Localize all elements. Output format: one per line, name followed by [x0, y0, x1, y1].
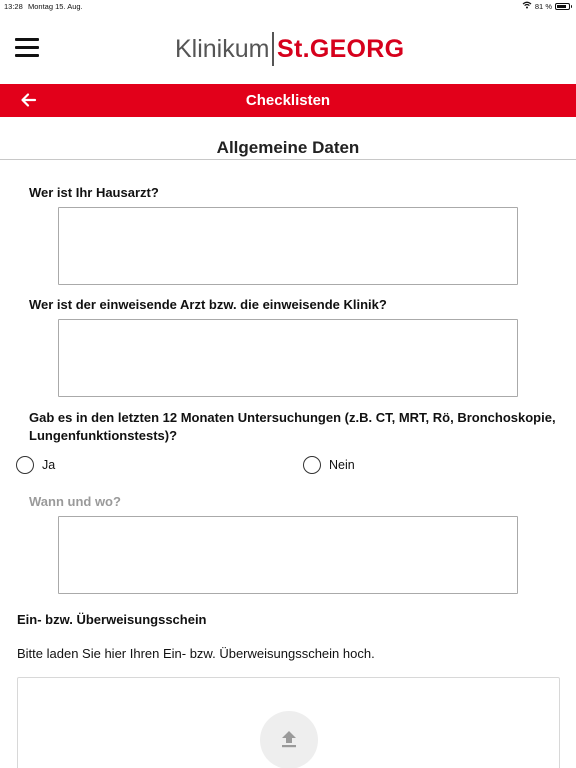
untersuchungen-label: Gab es in den letzten 12 Monaten Untersuchungen (z.B. CT, MRT, Rö, Bronchoskopie, Lungenfunktionstests)?	[29, 410, 556, 443]
einweisender-field[interactable]	[58, 319, 518, 397]
section-divider	[0, 159, 576, 160]
battery-icon	[555, 3, 570, 10]
wann-wo-field[interactable]	[58, 516, 518, 594]
radio-ja-label: Ja	[42, 458, 56, 472]
einweisender-label: Wer ist der einweisende Arzt bzw. die einweisende Klinik?	[29, 297, 387, 312]
upload-heading: Ein- bzw. Überweisungsschein	[17, 612, 207, 627]
status-right	[522, 1, 570, 11]
upload-button[interactable]	[260, 711, 318, 768]
status-date: Montag 15. Aug.	[28, 2, 83, 11]
radio-ja-circle[interactable]	[16, 456, 34, 474]
logo-text-stgeorg: St.GEORG	[276, 34, 405, 63]
battery-percent: 81 %	[534, 1, 552, 11]
hausarzt-label: Wer ist Ihr Hausarzt?	[29, 185, 159, 200]
upload-instruction: Bitte laden Sie hier Ihren Ein- bzw. Überweisungsschein hoch.	[17, 646, 375, 661]
section-heading: Allgemeine Daten	[216, 138, 360, 157]
menu-icon[interactable]	[15, 38, 39, 58]
radio-nein[interactable]	[303, 456, 355, 474]
app-header	[0, 14, 576, 84]
logo	[175, 32, 404, 66]
logo-text-klinikum: Klinikum	[175, 34, 270, 63]
status-bar	[0, 0, 576, 12]
wann-wo-label: Wann und wo?	[29, 494, 121, 509]
logo-divider	[272, 32, 274, 66]
hausarzt-field[interactable]	[58, 207, 518, 285]
title-bar	[0, 84, 576, 117]
upload-icon	[279, 729, 299, 749]
status-time: 13:28	[4, 2, 23, 11]
page-title: Checklisten	[245, 92, 331, 109]
radio-nein-label: Nein	[329, 458, 355, 472]
wifi-icon	[522, 1, 532, 11]
upload-area[interactable]	[17, 677, 560, 768]
radio-nein-circle[interactable]	[303, 456, 321, 474]
radio-ja[interactable]	[16, 456, 55, 474]
